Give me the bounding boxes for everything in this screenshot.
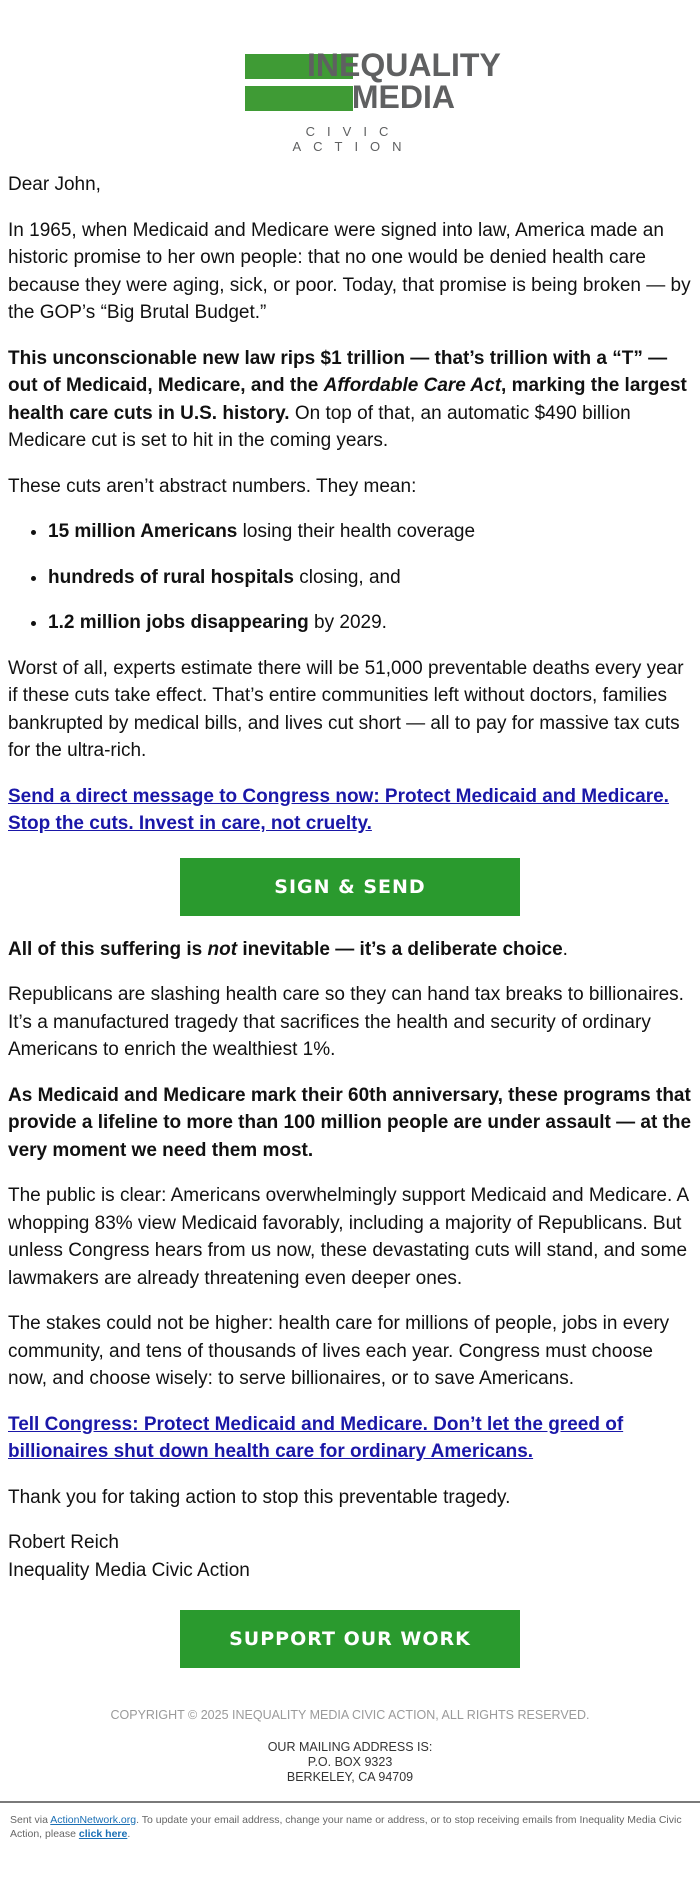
- paragraph-history: In 1965, when Medicaid and Medicare were signed into law, America made an historic promise to her own people: that no one would be denied health care because they were aging, sick, or poor. Today, that promise is being broken — by the GOP’s “Big Brutal Budget.”: [8, 219, 691, 323]
- support-our-work-button[interactable]: SUPPORT OUR WORK: [180, 1610, 520, 1668]
- paragraph-cuts-intro: These cuts aren’t abstract numbers. They mean:: [8, 475, 417, 497]
- list-item-bold: 1.2 million jobs disappearing: [48, 612, 309, 633]
- copyright: COPYRIGHT © 2025 INEQUALITY MEDIA CIVIC ACTION, ALL RIGHTS RESERVED.: [110, 1708, 590, 1722]
- signature-org: Inequality Media Civic Action: [8, 1559, 250, 1581]
- sent-via-text: Sent via: [10, 1814, 51, 1826]
- address-line-1: P.O. BOX 9323: [307, 1755, 393, 1769]
- list-item-text: losing their health coverage: [237, 521, 476, 542]
- paragraph-deaths: Worst of all, experts estimate there will be 51,000 preventable deaths every year if these cuts take effect. That’s entire communities left without doctors, families bankrupted by medical bills, and lives cut short — all to pay for massive tax cuts for the ultra-rich.: [8, 657, 684, 761]
- unsubscribe-text: . To update your email address, change your name or address, or to stop receiving emails from Inequality Media Civic Action, please: [10, 1814, 682, 1840]
- fineprint-end: .: [127, 1828, 131, 1840]
- paragraph-republicans: Republicans are slashing health care so they can hand tax breaks to billionaires. It’s a manufactured tragedy that sacrifices the health and security of ordinary Americans to enrich the wealthiest 1%.: [8, 984, 684, 1060]
- mailing-address: [8, 1740, 692, 1785]
- send-message-link[interactable]: Send a direct message to Congress now: Protect Medicaid and Medicare. Stop the cuts. Invest in care, not cruelty.: [8, 785, 669, 834]
- paragraph-anniversary: As Medicaid and Medicare mark their 60th anniversary, these programs that provide a lifeline to more than 100 million people are under assault — at the very moment we need them most.: [8, 1084, 692, 1161]
- choice-bold-b: inevitable — it’s a deliberate choice: [237, 938, 563, 960]
- law-bold-a: This unconscionable new law rips $1 trillion — that’s trillion with a “T” — out of Medicaid, Medicare, and the: [8, 347, 668, 396]
- footer-fineprint: [0, 1803, 700, 1841]
- signature-name: Robert Reich: [8, 1532, 119, 1553]
- list-item: [48, 609, 692, 637]
- list-item-text: by 2029.: [308, 612, 387, 633]
- logo-word-inequality: INEQUALITY: [307, 47, 501, 83]
- click-here-link[interactable]: click here: [78, 1828, 128, 1840]
- choice-bold-a: All of this suffering is: [8, 938, 208, 960]
- paragraph-law: [8, 345, 692, 455]
- greeting: Dear John,: [8, 174, 101, 195]
- cta-link-paragraph-2: [8, 1411, 692, 1466]
- choice-end: .: [562, 938, 568, 960]
- logo-word-civic-action: CIVIC ACTION: [292, 124, 414, 154]
- list-item-text: closing, and: [293, 566, 401, 588]
- paragraph-choice: [8, 936, 692, 964]
- email-body: [0, 49, 700, 1785]
- sign-and-send-button[interactable]: SIGN & SEND: [180, 858, 520, 916]
- sign-button-row: [8, 858, 692, 916]
- tell-congress-link[interactable]: Tell Congress: Protect Medicaid and Medicare. Don’t let the greed of billionaires shut down health care for ordinary Americans.: [8, 1413, 624, 1462]
- law-rest: On top of that, an automatic $490 billion Medicare cut is set to hit in the coming years.: [8, 402, 631, 451]
- list-item-bold: 15 million Americans: [48, 521, 238, 542]
- support-button-row: [8, 1610, 692, 1668]
- law-bold-b: , marking the largest health care cuts in U.S. history.: [8, 375, 687, 424]
- list-item-bold: hundreds of rural hospitals: [48, 566, 294, 588]
- paragraph-thanks: Thank you for taking action to stop this preventable tragedy.: [8, 1486, 511, 1508]
- list-item: [48, 564, 692, 592]
- list-item: [48, 518, 692, 546]
- address-label: OUR MAILING ADDRESS IS:: [267, 1740, 433, 1754]
- actionnetwork-link[interactable]: ActionNetwork.org: [50, 1814, 137, 1826]
- choice-italic: not: [207, 938, 238, 960]
- law-bold-italic: Affordable Care Act: [323, 375, 502, 396]
- logo-word-media: MEDIA: [351, 79, 455, 115]
- address-line-2: BERKELEY, CA 94709: [286, 1770, 414, 1784]
- brand-logo[interactable]: [245, 47, 501, 154]
- cta-link-paragraph: [8, 783, 692, 838]
- cuts-list: [8, 518, 692, 637]
- paragraph-stakes: The stakes could not be higher: health care for millions of people, jobs in every community, and tens of thousands of lives each year. Congress must choose now, and choose wisely: to serve billionaires, or to save Americans.: [8, 1313, 670, 1389]
- paragraph-public: The public is clear: Americans overwhelmingly support Medicaid and Medicare. A whopping 83% view Medicaid favorably, including a majority of Republicans. But unless Congress hears from us now, these devastating cuts will stand, and some lawmakers are already threatening even deeper ones.: [8, 1185, 689, 1289]
